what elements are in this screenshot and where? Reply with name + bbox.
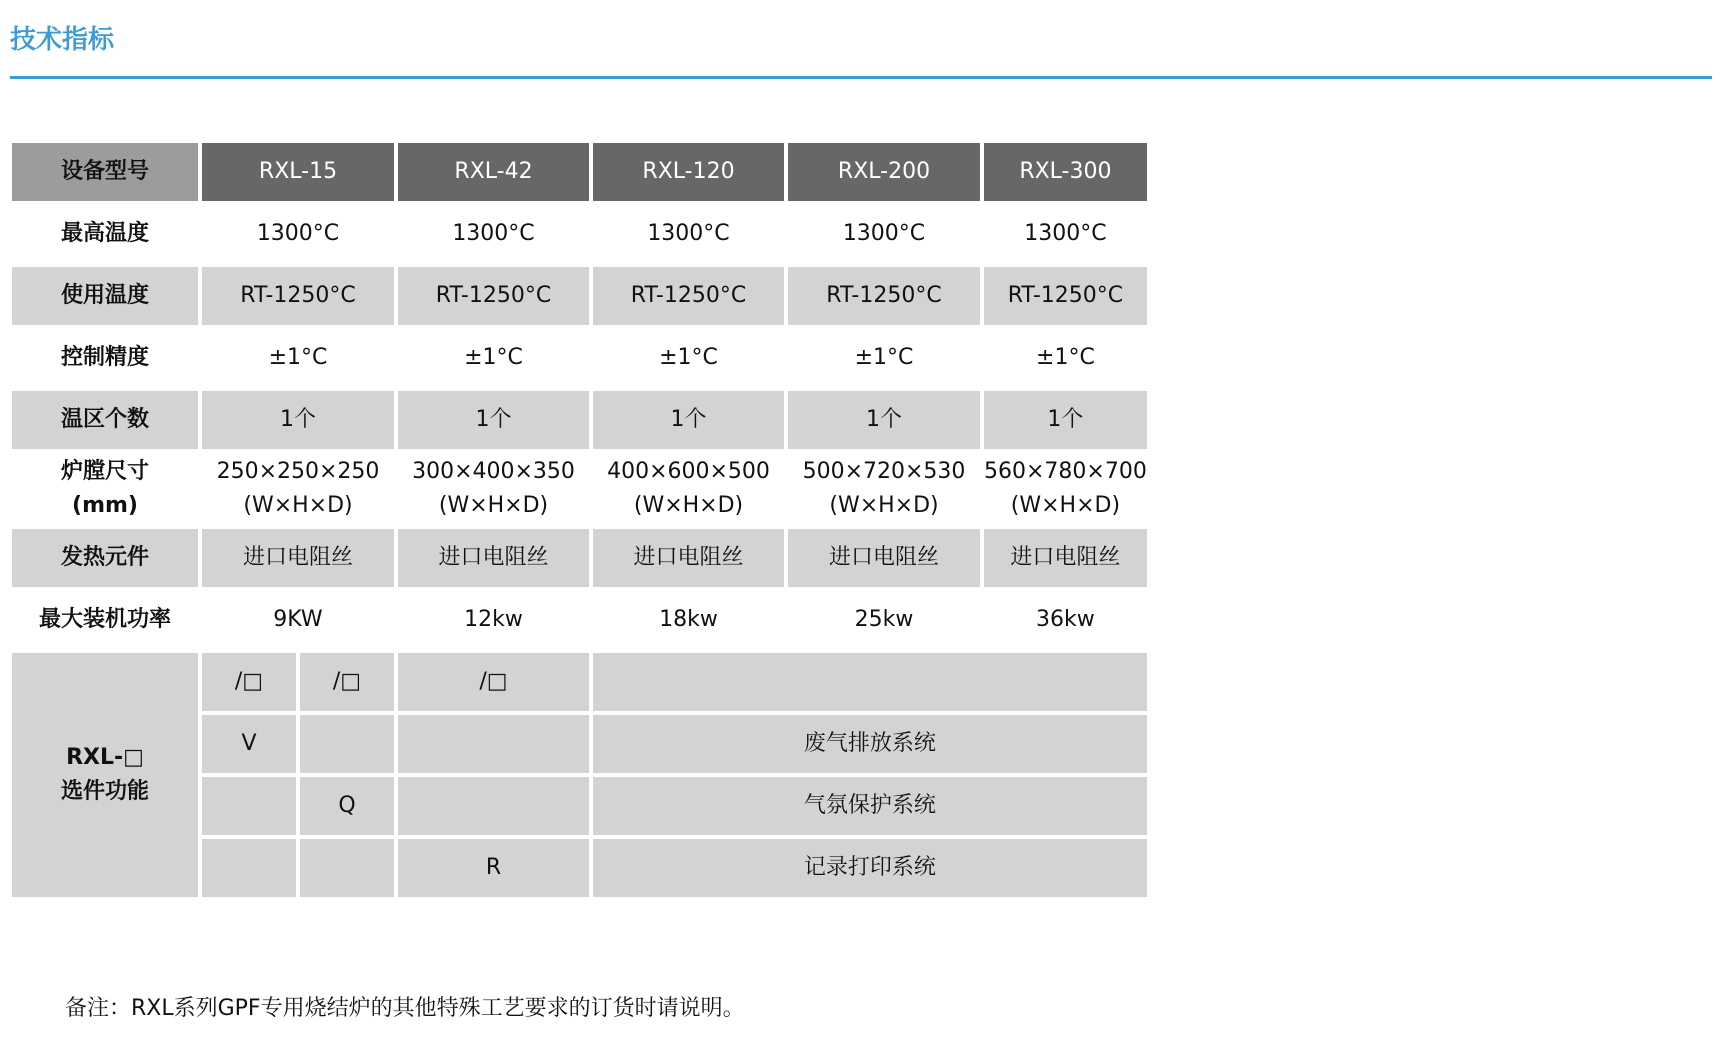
dims-unit: (W×H×D)	[1010, 493, 1121, 518]
option-code-cell	[398, 715, 589, 773]
dims-value: 250×250×250	[216, 458, 380, 484]
table-cell	[202, 453, 394, 525]
dims-unit: (W×H×D)	[243, 493, 353, 518]
table-row-max-power	[12, 591, 1147, 649]
table-cell: ±1°C	[202, 329, 394, 387]
table-cell: 1个	[593, 391, 784, 449]
row-label-line: 炉膛尺寸	[60, 458, 149, 484]
model-rxl-15: RXL-15	[202, 143, 394, 201]
table-cell: 1300°C	[593, 205, 784, 263]
option-code-cell: /□	[300, 653, 394, 711]
table-cell: 25kw	[788, 591, 980, 649]
table-cell: 进口电阻丝	[202, 529, 394, 587]
options-label	[12, 653, 198, 897]
table-cell: RT-1250°C	[788, 267, 980, 325]
dims-unit: (W×H×D)	[438, 493, 549, 518]
table-cell: 进口电阻丝	[593, 529, 784, 587]
dims-unit: (W×H×D)	[633, 493, 744, 518]
row-label-unit: (mm)	[72, 493, 138, 518]
table-cell: 36kw	[984, 591, 1147, 649]
row-label: 控制精度	[12, 329, 198, 387]
table-cell: 1个	[398, 391, 589, 449]
option-desc-cell: 废气排放系统	[593, 715, 1147, 773]
table-cell: 1300°C	[398, 205, 589, 263]
footnote: 备注：RXL系列GPF专用烧结炉的其他特殊工艺要求的订货时请说明。	[65, 996, 745, 1021]
model-rxl-42: RXL-42	[398, 143, 589, 201]
row-label: 温区个数	[12, 391, 198, 449]
row-label	[12, 453, 198, 525]
table-cell: ±1°C	[984, 329, 1147, 387]
options-title: 选件功能	[60, 779, 149, 804]
dims-unit: (W×H×D)	[829, 493, 939, 518]
title-divider	[10, 76, 1712, 79]
table-row-zone-count	[12, 391, 1147, 449]
table-cell: 进口电阻丝	[984, 529, 1147, 587]
table-cell: 9KW	[202, 591, 394, 649]
option-code-cell	[202, 839, 296, 897]
table-row-working-temp	[12, 267, 1147, 325]
option-code-cell	[300, 715, 394, 773]
option-code-cell: /□	[202, 653, 296, 711]
option-desc-cell: 气氛保护系统	[593, 777, 1147, 835]
table-row-control-accuracy	[12, 329, 1147, 387]
table-row-chamber-size	[12, 453, 1147, 525]
table-cell: RT-1250°C	[202, 267, 394, 325]
section-title: 技术指标	[10, 25, 115, 55]
table-cell: 进口电阻丝	[788, 529, 980, 587]
table-cell: 1个	[984, 391, 1147, 449]
table-cell: 1300°C	[984, 205, 1147, 263]
option-code-cell	[398, 777, 589, 835]
dims-value: 560×780×700	[984, 458, 1147, 484]
option-code-cell: /□	[398, 653, 589, 711]
option-code-cell: Q	[300, 777, 394, 835]
row-label: 发热元件	[12, 529, 198, 587]
dims-value: 400×600×500	[607, 458, 770, 484]
table-cell	[398, 453, 589, 525]
table-cell	[984, 453, 1147, 525]
table-cell: ±1°C	[593, 329, 784, 387]
option-code-cell	[300, 839, 394, 897]
table-cell: RT-1250°C	[984, 267, 1147, 325]
options-row	[12, 653, 1147, 711]
model-rxl-120: RXL-120	[593, 143, 784, 201]
table-cell: RT-1250°C	[398, 267, 589, 325]
table-cell: 12kw	[398, 591, 589, 649]
table-row-max-temp	[12, 205, 1147, 263]
table-cell: 1300°C	[788, 205, 980, 263]
header-label: 设备型号	[12, 143, 198, 201]
table-row-heating-element	[12, 529, 1147, 587]
option-code-cell: R	[398, 839, 589, 897]
table-cell: 1个	[788, 391, 980, 449]
table-cell: 1300°C	[202, 205, 394, 263]
table-cell: 进口电阻丝	[398, 529, 589, 587]
model-rxl-200: RXL-200	[788, 143, 980, 201]
table-header-row	[12, 143, 1147, 201]
row-label: 使用温度	[12, 267, 198, 325]
option-desc-cell: 记录打印系统	[593, 839, 1147, 897]
options-model-code: RXL-□	[66, 744, 144, 770]
row-label: 最大装机功率	[12, 591, 198, 649]
table-cell: ±1°C	[398, 329, 589, 387]
option-code-cell: V	[202, 715, 296, 773]
table-cell: RT-1250°C	[593, 267, 784, 325]
row-label: 最高温度	[12, 205, 198, 263]
table-cell: 18kw	[593, 591, 784, 649]
table-cell	[788, 453, 980, 525]
table-cell: 1个	[202, 391, 394, 449]
option-desc-cell	[593, 653, 1147, 711]
option-code-cell	[202, 777, 296, 835]
table-cell: ±1°C	[788, 329, 980, 387]
model-rxl-300: RXL-300	[984, 143, 1147, 201]
dims-value: 500×720×530	[802, 458, 966, 484]
table-cell	[593, 453, 784, 525]
spec-table	[8, 139, 1151, 901]
dims-value: 300×400×350	[412, 458, 575, 484]
